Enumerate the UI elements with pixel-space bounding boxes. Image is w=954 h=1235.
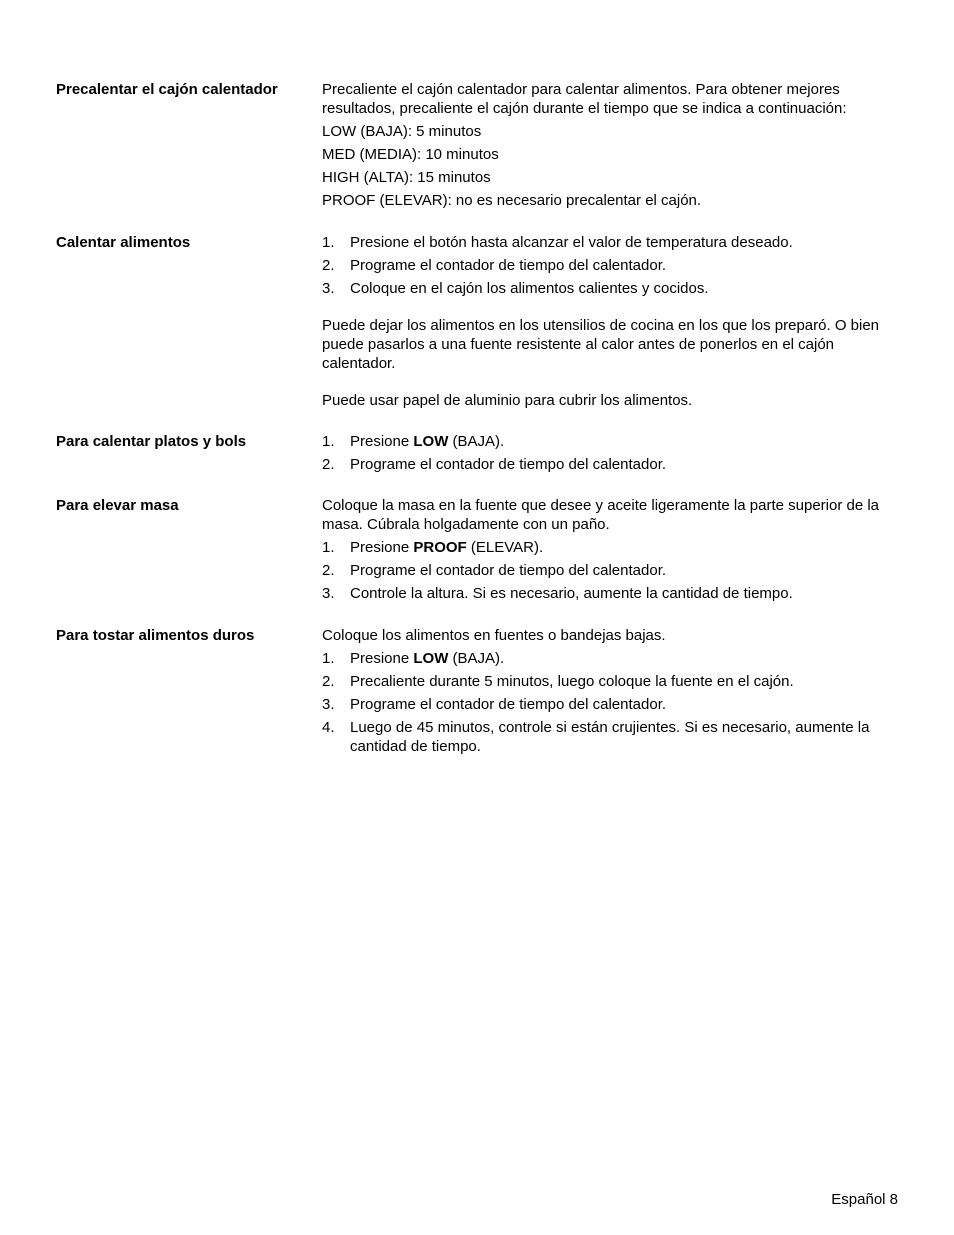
step-number: 4. [322, 719, 335, 736]
section-title: Para elevar masa [56, 497, 179, 514]
button-name: LOW [413, 650, 449, 667]
step-item [322, 233, 898, 252]
step-text: Programe el contador de tiempo del calentador. [350, 562, 667, 579]
step-text: Programe el contador de tiempo del calentador. [350, 456, 667, 473]
section-intro: Coloque la masa en la fuente que desee y aceite ligeramente la parte superior de la masa. Cúbrala holgadamente con un paño. [322, 497, 880, 533]
page-number: Español 8 [831, 1191, 898, 1208]
step-item [322, 584, 898, 603]
button-name: LOW [413, 433, 449, 450]
step-text: Controle la altura. Si es necesario, aumente la cantidad de tiempo. [350, 585, 793, 602]
step-item [322, 256, 898, 275]
step-number: 1. [322, 539, 335, 556]
section-title: Calentar alimentos [56, 234, 191, 251]
preheat-time-low: LOW (BAJA): 5 minutos [322, 123, 482, 140]
step-text: Presione el botón hasta alcanzar el valor de temperatura deseado. [350, 234, 793, 251]
step-text: Presione PROOF (ELEVAR). [350, 539, 544, 556]
section-body [322, 496, 898, 607]
steps-list [322, 538, 898, 603]
step-text: Presione LOW (BAJA). [350, 650, 505, 667]
step-item [322, 695, 898, 714]
step-item [322, 455, 898, 474]
step-number: 2. [322, 562, 335, 579]
section-body [322, 626, 898, 760]
step-item [322, 672, 898, 691]
preheat-time-proof: PROOF (ELEVAR): no es necesario precalentar el cajón. [322, 192, 702, 209]
step-item [322, 718, 898, 756]
step-number: 1. [322, 433, 335, 450]
preheat-time-high: HIGH (ALTA): 15 minutos [322, 169, 491, 186]
section-intro: Coloque los alimentos en fuentes o bandejas bajas. [322, 627, 666, 644]
section-body [322, 432, 898, 478]
section-title: Para calentar platos y bols [56, 433, 247, 450]
steps-list [322, 649, 898, 756]
step-number: 3. [322, 696, 335, 713]
step-item [322, 561, 898, 580]
step-number: 3. [322, 585, 335, 602]
section-body [322, 233, 898, 414]
step-item [322, 649, 898, 668]
section-body [322, 80, 898, 214]
step-number: 2. [322, 257, 335, 274]
step-text: Precaliente durante 5 minutos, luego coloque la fuente en el cajón. [350, 673, 794, 690]
section-title: Para tostar alimentos duros [56, 627, 255, 644]
step-number: 1. [322, 650, 335, 667]
step-number: 3. [322, 280, 335, 297]
step-number: 2. [322, 673, 335, 690]
section-intro: Precaliente el cajón calentador para calentar alimentos. Para obtener mejores resultados, precaliente el cajón durante el tiempo que se indica a continuación: [322, 81, 847, 117]
section-note: Puede usar papel de aluminio para cubrir los alimentos. [322, 392, 693, 409]
steps-list [322, 233, 898, 298]
step-text: Presione LOW (BAJA). [350, 433, 505, 450]
step-number: 2. [322, 456, 335, 473]
step-item [322, 279, 898, 298]
section-note: Puede dejar los alimentos en los utensilios de cocina en los que los preparó. O bien puede pasarlos a una fuente resistente al calor antes de ponerlos en el cajón calentador. [322, 317, 880, 372]
step-item [322, 538, 898, 557]
button-name: PROOF [413, 539, 467, 556]
step-text: Programe el contador de tiempo del calentador. [350, 696, 667, 713]
section-title: Precalentar el cajón calentador [56, 81, 278, 98]
step-item [322, 432, 898, 451]
step-text: Programe el contador de tiempo del calentador. [350, 257, 667, 274]
step-text: Luego de 45 minutos, controle si están crujientes. Si es necesario, aumente la cantidad de tiempo. [350, 719, 870, 755]
step-number: 1. [322, 234, 335, 251]
steps-list [322, 432, 898, 474]
step-text: Coloque en el cajón los alimentos calientes y cocidos. [350, 280, 709, 297]
preheat-time-med: MED (MEDIA): 10 minutos [322, 146, 499, 163]
